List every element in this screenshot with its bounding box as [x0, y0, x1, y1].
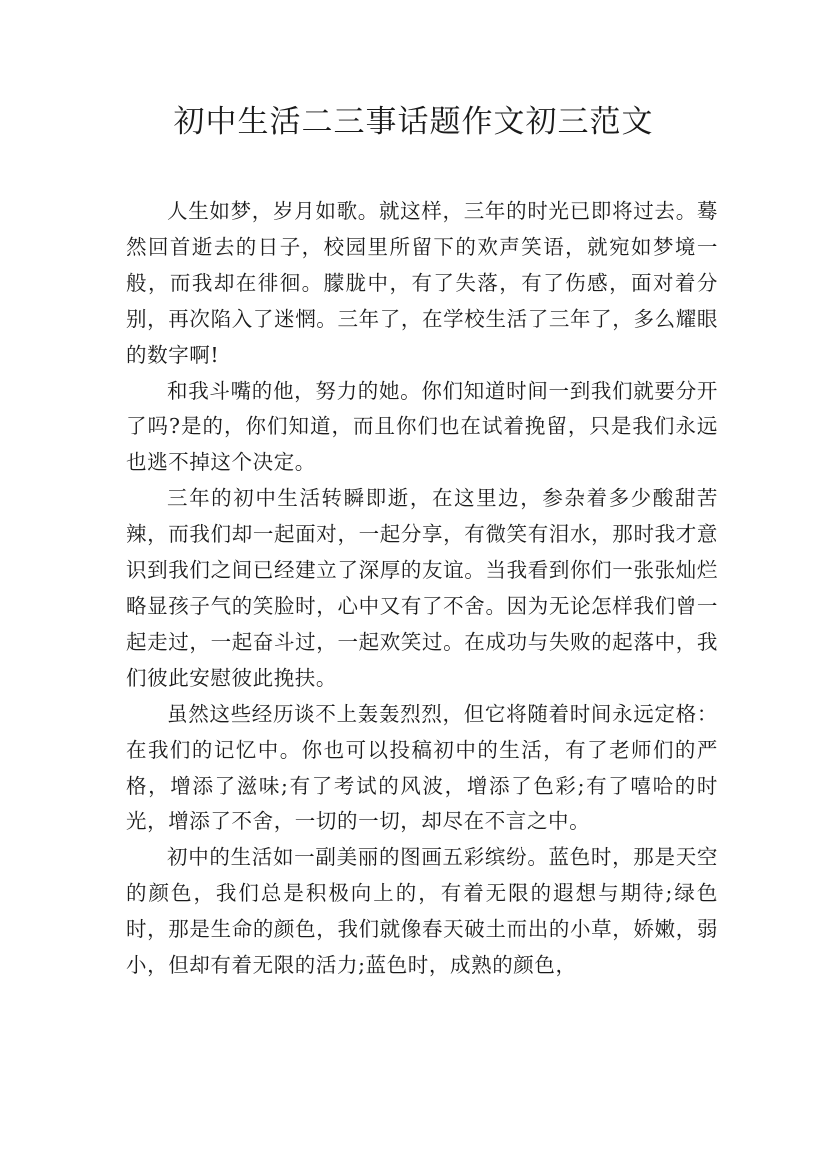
- paragraph: 虽然这些经历谈不上轰轰烈烈，但它将随着时间永远定格：在我们的记忆中。你也可以投稿初中的生活，有了老师们的严格，增添了滋味;有了考试的风波，增添了色彩;有了嘻哈的时光，增添了不舍，一切的一切，却尽在不言之中。: [126, 701, 718, 834]
- paragraph: 人生如梦，岁月如歌。就这样，三年的时光已即将过去。蓦然回首逝去的日子，校园里所留下的欢声笑语，就宛如梦境一般，而我却在徘徊。朦胧中，有了失落，有了伤感，面对着分别，再次陷入了迷惘。三年了，在学校生活了三年了，多么耀眼的数字啊!: [126, 199, 718, 367]
- paragraph: 和我斗嘴的他，努力的她。你们知道时间一到我们就要分开了吗?是的，你们知道，而且你们也在试着挽留，只是我们永远也逃不掉这个决定。: [126, 378, 718, 475]
- document-title: 初中生活二三事话题作文初三范文: [173, 104, 654, 140]
- paragraph: 初中的生活如一副美丽的图画五彩缤纷。蓝色时，那是天空的颜色，我们总是积极向上的，有着无限的遐想与期待;绿色时，那是生命的颜色，我们就像春天破土而出的小草，娇嫩，弱小，但却有着无限的活力;蓝色时，成熟的颜色，: [126, 845, 718, 978]
- paragraph: 三年的初中生活转瞬即逝，在这里边，参杂着多少酸甜苦辣，而我们却一起面对，一起分享，有微笑有泪水，那时我才意识到我们之间已经建立了深厚的友谊。当我看到你们一张张灿烂略显孩子气的笑脸时，心中又有了不舍。因为无论怎样我们曾一起走过，一起奋斗过，一起欢笑过。在成功与失败的起落中，我们彼此安慰彼此挽扶。: [126, 486, 718, 690]
- document-body: [126, 194, 718, 984]
